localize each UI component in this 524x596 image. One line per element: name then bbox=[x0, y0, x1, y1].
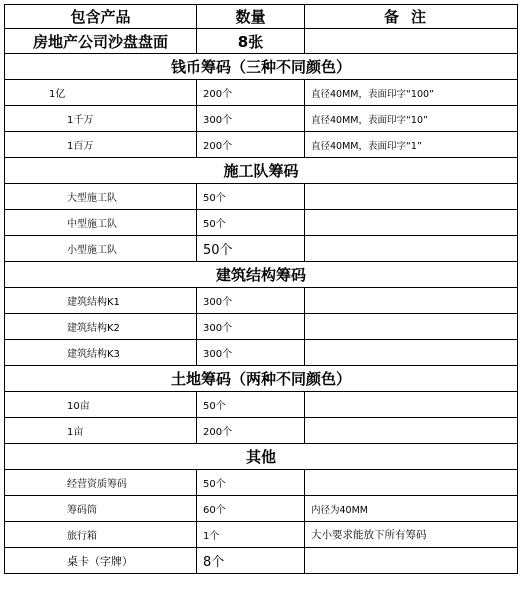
main-item-note bbox=[305, 29, 518, 54]
item-name: 筹码筒 bbox=[5, 496, 197, 522]
item-quantity: 300个 bbox=[197, 314, 305, 340]
item-quantity: 50个 bbox=[197, 392, 305, 418]
table-row bbox=[5, 106, 518, 132]
section-title: 钱币筹码（三种不同颜色） bbox=[5, 54, 518, 80]
table-header-row bbox=[5, 5, 518, 29]
table-row bbox=[5, 522, 518, 548]
item-name: 大型施工队 bbox=[5, 184, 197, 210]
table-row bbox=[5, 80, 518, 106]
item-name: 建筑结构K1 bbox=[5, 288, 197, 314]
item-quantity: 300个 bbox=[197, 340, 305, 366]
table-row bbox=[5, 340, 518, 366]
section-title: 土地筹码（两种不同颜色） bbox=[5, 366, 518, 392]
item-name: 1亩 bbox=[5, 418, 197, 444]
table-row bbox=[5, 496, 518, 522]
item-note bbox=[305, 548, 518, 574]
table-row bbox=[5, 314, 518, 340]
item-name: 1千万 bbox=[5, 106, 197, 132]
item-quantity: 200个 bbox=[197, 80, 305, 106]
item-note: 大小要求能放下所有筹码 bbox=[305, 522, 518, 548]
item-note bbox=[305, 184, 518, 210]
item-quantity: 50个 bbox=[197, 236, 305, 262]
item-name: 建筑结构K3 bbox=[5, 340, 197, 366]
section-header bbox=[5, 262, 518, 288]
header-quantity: 数量 bbox=[197, 5, 305, 29]
table-row bbox=[5, 236, 518, 262]
item-quantity: 50个 bbox=[197, 470, 305, 496]
item-name: 桌卡（字牌） bbox=[5, 548, 197, 574]
table-row bbox=[5, 184, 518, 210]
main-item-row bbox=[5, 29, 518, 54]
item-note bbox=[305, 288, 518, 314]
item-name: 旅行箱 bbox=[5, 522, 197, 548]
table-row bbox=[5, 132, 518, 158]
section-title: 建筑结构筹码 bbox=[5, 262, 518, 288]
item-note bbox=[305, 418, 518, 444]
section-header bbox=[5, 444, 518, 470]
table-row bbox=[5, 392, 518, 418]
item-quantity: 60个 bbox=[197, 496, 305, 522]
table-row bbox=[5, 548, 518, 574]
table-row bbox=[5, 210, 518, 236]
item-note bbox=[305, 340, 518, 366]
item-note bbox=[305, 470, 518, 496]
main-item-product: 房地产公司沙盘盘面 bbox=[5, 29, 197, 54]
item-quantity: 200个 bbox=[197, 418, 305, 444]
item-quantity: 1个 bbox=[197, 522, 305, 548]
item-name: 1百万 bbox=[5, 132, 197, 158]
item-quantity: 200个 bbox=[197, 132, 305, 158]
section-header bbox=[5, 366, 518, 392]
section-title: 其他 bbox=[5, 444, 518, 470]
item-name: 经营资质筹码 bbox=[5, 470, 197, 496]
item-quantity: 50个 bbox=[197, 184, 305, 210]
main-item-quantity: 8张 bbox=[197, 29, 305, 54]
item-note bbox=[305, 210, 518, 236]
section-header bbox=[5, 54, 518, 80]
item-note: 内径为40MM bbox=[305, 496, 518, 522]
table-row bbox=[5, 470, 518, 496]
item-name: 10亩 bbox=[5, 392, 197, 418]
item-note bbox=[305, 392, 518, 418]
table-row bbox=[5, 288, 518, 314]
item-note bbox=[305, 236, 518, 262]
item-quantity: 300个 bbox=[197, 106, 305, 132]
section-header bbox=[5, 158, 518, 184]
item-note: 直径40MM，表面印字“10” bbox=[305, 106, 518, 132]
section-title: 施工队筹码 bbox=[5, 158, 518, 184]
item-note: 直径40MM，表面印字“1” bbox=[305, 132, 518, 158]
item-name: 1亿 bbox=[5, 80, 197, 106]
item-name: 中型施工队 bbox=[5, 210, 197, 236]
item-note bbox=[305, 314, 518, 340]
header-product: 包含产品 bbox=[5, 5, 197, 29]
item-name: 建筑结构K2 bbox=[5, 314, 197, 340]
item-quantity: 50个 bbox=[197, 210, 305, 236]
item-quantity: 300个 bbox=[197, 288, 305, 314]
product-table bbox=[4, 4, 518, 574]
table-row bbox=[5, 418, 518, 444]
item-name: 小型施工队 bbox=[5, 236, 197, 262]
item-quantity: 8个 bbox=[197, 548, 305, 574]
header-note: 备注 bbox=[305, 5, 518, 29]
item-note: 直径40MM，表面印字“100” bbox=[305, 80, 518, 106]
